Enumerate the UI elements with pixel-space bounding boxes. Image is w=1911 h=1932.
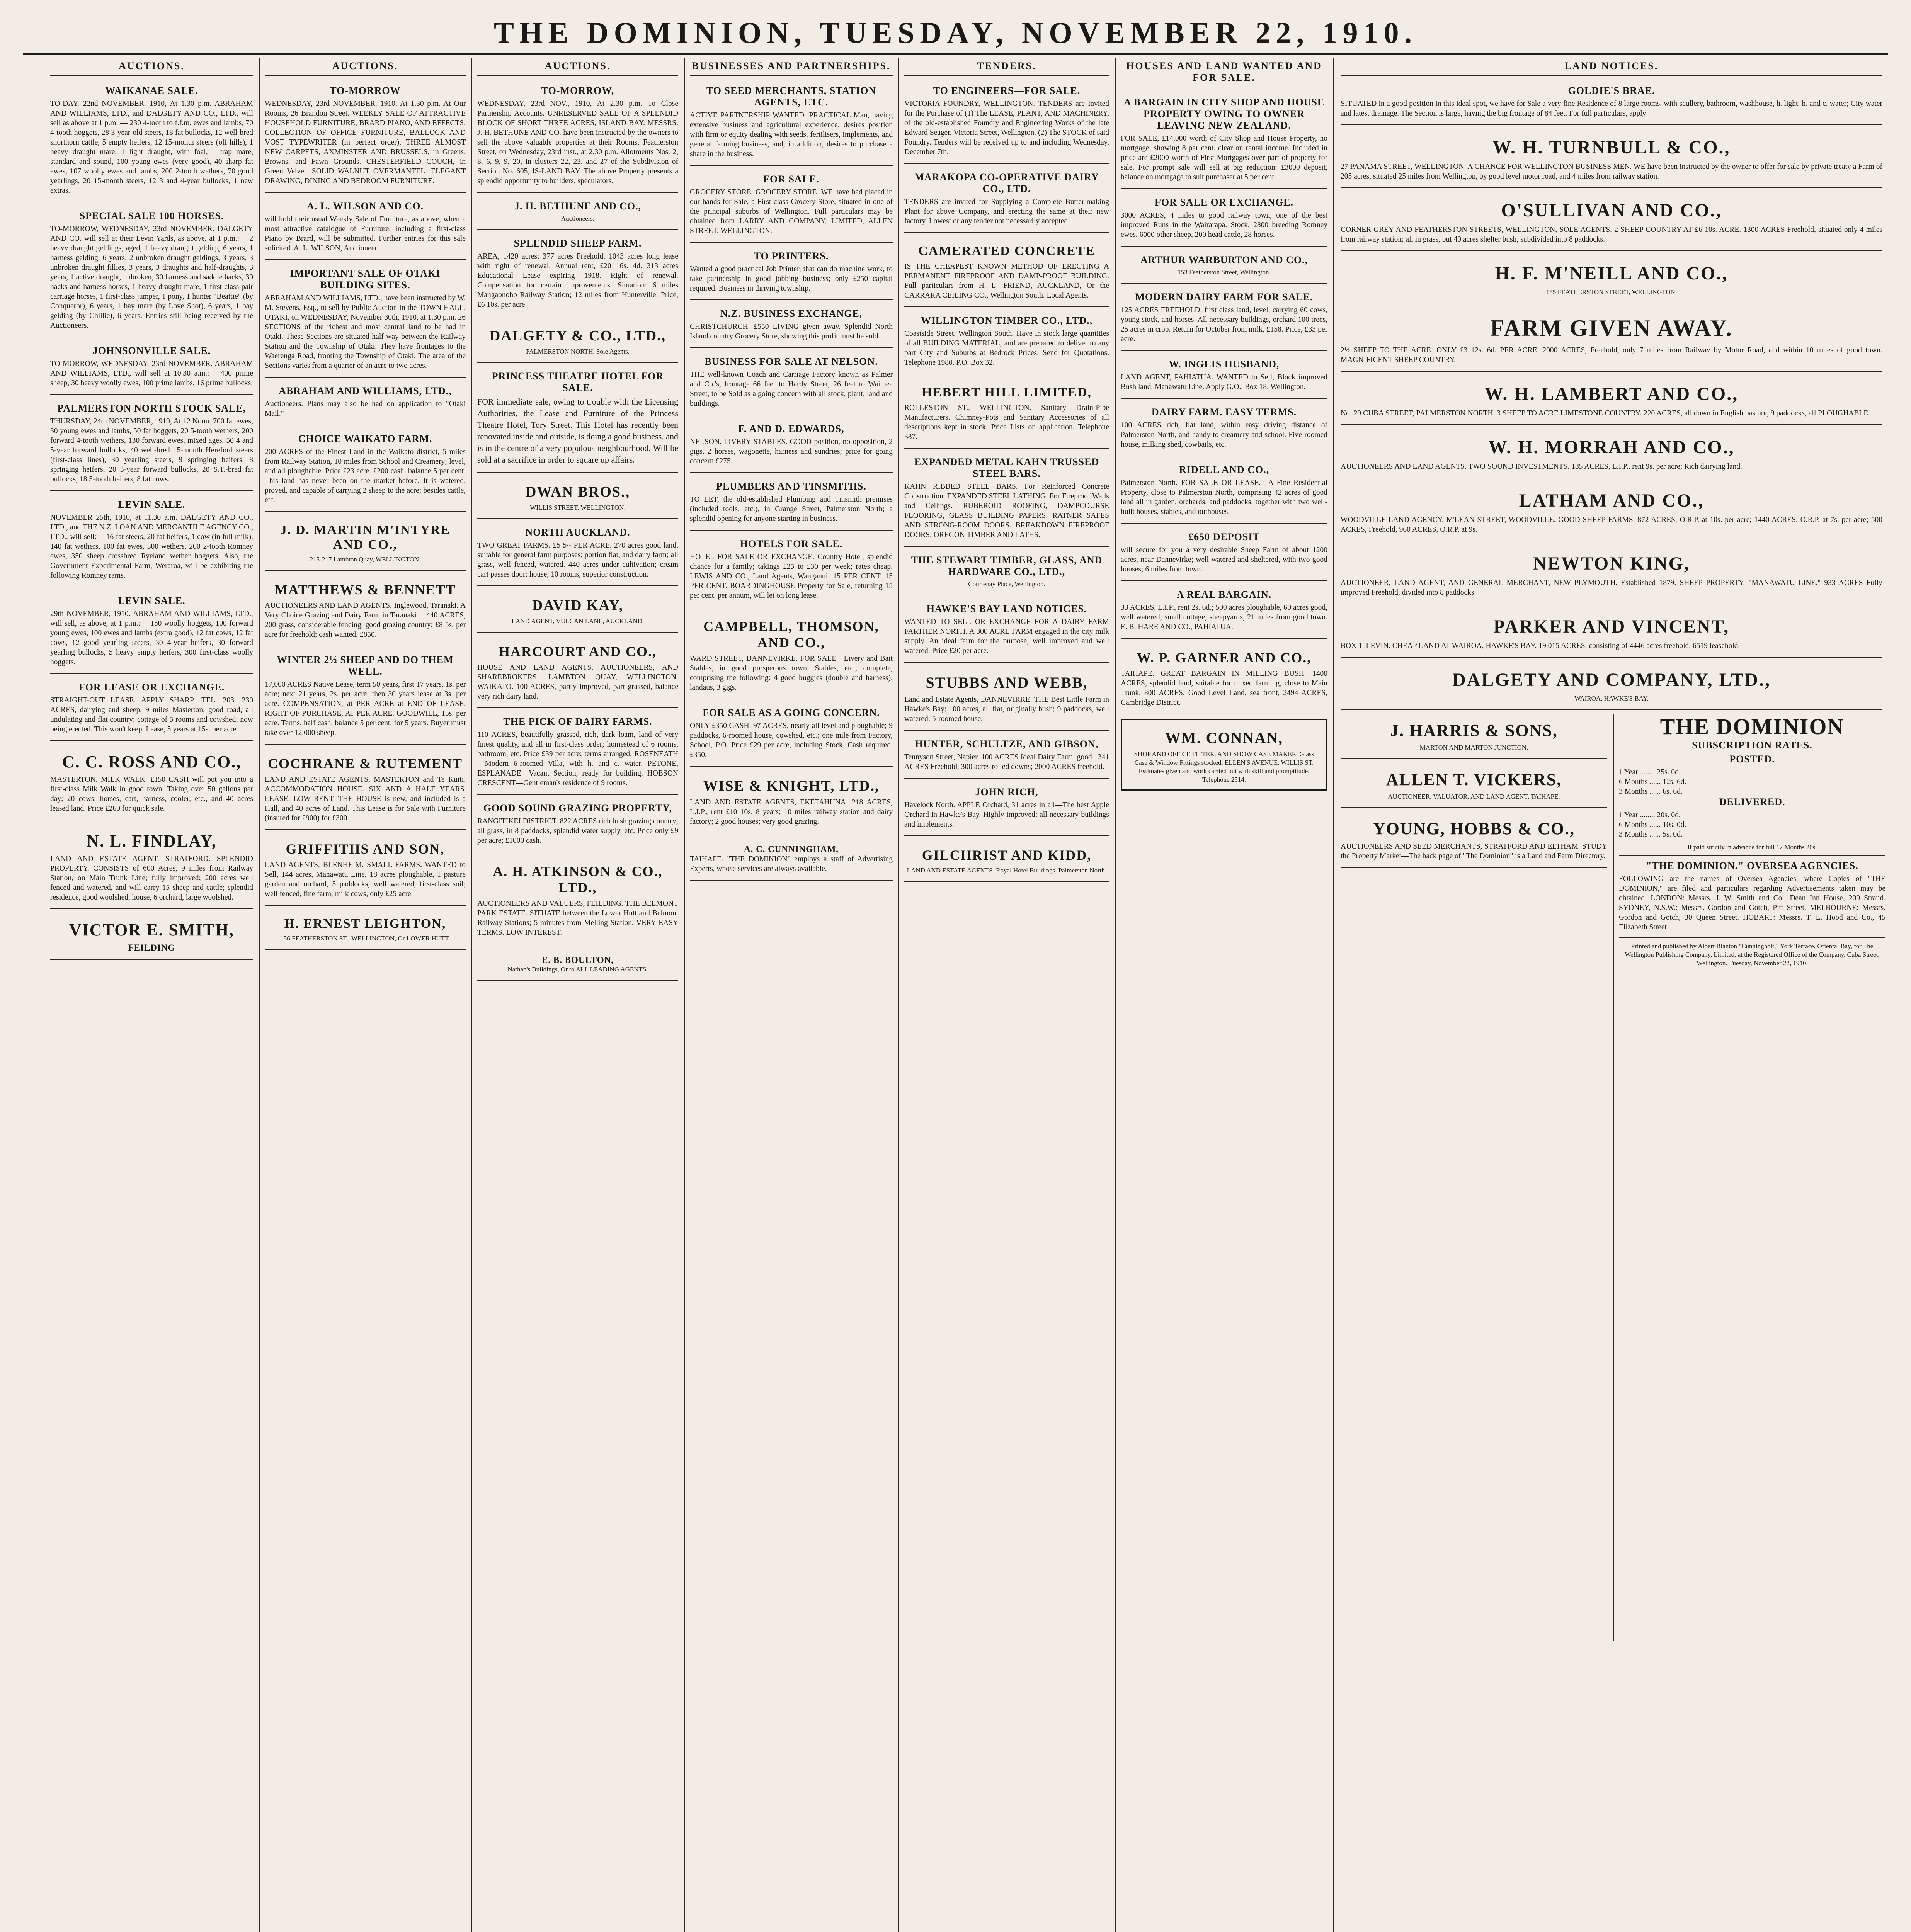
dominion-title: THE DOMINION <box>1660 714 1845 739</box>
ad-body: AUCTIONEERS AND LAND AGENTS, Inglewood, Taranaki. A Very Choice Grazing and Dairy Farm in Taranaki— 440 ACRES, 200 grass, considerable fencing, good grazing country; £8 5s. per acre for freehold; cash wanted, £850. <box>265 602 466 639</box>
ad-ridell <box>1121 460 1327 524</box>
ad-princess-theatre-hotel <box>477 367 678 473</box>
ad-bethune <box>477 197 678 230</box>
ad-body: will secure for you a very desirable Sheep Farm of about 1200 acres, near Dannevirke; well watered and sheltered, with two good houses; 6 miles from town. <box>1121 546 1327 573</box>
imprint: Printed and published by Albert Blanton "Cunningholt," York Terrace, Oriental Bay, for The Wellington Publishing Company, Limited, at the Registered Office of the Company, Cuba Street, Wellington. Tuesday, November 22, 1910. <box>1619 937 1885 968</box>
ad-body: LAND AND ESTATE AGENTS, MASTERTON and Te Kuiti. ACCOMMODATION HOUSE. SIX AND A HALF YEARS' LEASE. LOW RENT. THE HOUSE is new, and included is a Hall, and 40 acres of Land. This Lease is for Sale with Furniture (insured for £900) for £300. <box>265 776 466 822</box>
ad-body: AUCTIONEERS AND LAND AGENTS. TWO SOUND INVESTMENTS. 185 ACRES, L.I.P., rent 9s. per acre; Rich dairying land. <box>1341 463 1743 471</box>
ad-splendid-sheep-farm <box>477 234 678 316</box>
dominion-box <box>1619 714 1885 968</box>
ad-body: AUCTIONEERS AND VALUERS, FEILDING. THE BELMONT PARK ESTATE. SITUATE between the Lower Hutt and Belmont Railway Stations; 5 minutes from Melling Station. VERY EASY TERMS. LOW INTEREST. <box>477 900 678 937</box>
subscription-heading: SUBSCRIPTION RATES. <box>1692 740 1812 751</box>
ad-title: N.Z. BUSINESS EXCHANGE, <box>720 308 863 319</box>
ad-levin-sale <box>50 495 253 587</box>
ad-body: MARTON AND MARTON JUNCTION. <box>1419 744 1528 751</box>
advertiser-name: PARKER AND VINCENT, <box>1493 616 1730 637</box>
ad-victoria-foundry <box>904 81 1109 164</box>
ad-body: ACTIVE PARTNERSHIP WANTED. PRACTICAL Man, having extensive business and agricultural experience, desires position with firm or equity dealing with seeds, fertilisers, implements, and general farming business, and, in addition, desires to purchase a share in the business. <box>690 111 893 158</box>
ad-title: PALMERSTON NORTH STOCK SALE, <box>57 403 246 414</box>
ad-title: TO SEED MERCHANTS, STATION AGENTS, ETC. <box>706 85 876 108</box>
advertiser-name: COCHRANE & RUTEMENT <box>267 756 463 771</box>
ad-body: CHRISTCHURCH. £550 LIVING given away. Splendid North Island country Grocery Store, showing this profit must be sold. <box>690 323 893 340</box>
ad-body: FEILDING <box>128 943 175 952</box>
ad-body: TWO GREAT FARMS. £5 5/- PER ACRE. 270 acres good land, suitable for general farm purposes; portion flat, and dairy farm; all grass, well fenced, watered. 440 acres under cultivation; cream cart passes door; house, 10 rooms, superior construction. <box>477 541 678 578</box>
column-heading: AUCTIONS. <box>265 58 466 76</box>
ad-harcourt <box>477 636 678 708</box>
ad-body: CORNER GREY AND FEATHERSTON STREETS, WELLINGTON, SOLE AGENTS. 2 SHEEP COUNTRY AT £6 10s. ACRE. 1300 ACRES Freehold, situated only 4 miles from railway station; all in grass, but 40 acres shelter bush, subdivided into 8 paddocks. <box>1341 226 1882 243</box>
ad-turnbull <box>1341 129 1882 188</box>
ad-body: 17,000 ACRES Native Lease, term 50 years, first 17 years, 1s. per acre; next 21 years, 2s. per acre; then 30 years lease at 3s. per acre. COMPENSATION, at PER ACRE at END OF LEASE. RIGHT OF PURCHASE, AT PER ACRE. GOODWILL, 15s. per acre. Terms, half cash, balance 5 per cent. for 5 years. Buyer must take over 12,000 sheep. <box>265 680 466 737</box>
column-auctions-3 <box>473 58 682 1932</box>
lower-left <box>1341 714 1607 872</box>
ad-body: will hold their usual Weekly Sale of Furniture, as above, when a most attractive catalogue of Furniture, including a first-class Piano by Brard, will be submitted. Further entries for this sale solicited. A. L. WILSON, Auctioneer. <box>265 215 466 252</box>
advertiser-name: MATTHEWS & BENNETT <box>274 582 456 597</box>
ad-body: 3000 ACRES, 4 miles to good railway town, one of the best improved Runs in the Wairarapa. Stock, 2800 breeding Romney ewes, 6000 other sheep, 200 head cattle, 28 horses. <box>1121 211 1327 239</box>
column-heading: BUSINESSES AND PARTNERSHIPS. <box>690 58 893 76</box>
ad-title: JOHNSONVILLE SALE. <box>92 345 211 356</box>
ad-body: IS THE CHEAPEST KNOWN METHOD OF ERECTING A PERMANENT FIREPROOF AND DAMP-PROOF BUILDING. Full particulars from H. L. FRIEND, AUCKLAND, Or the CARRARA CEILING CO., Wellington South. Local Agents. <box>904 262 1109 299</box>
rate-row: 6 Months ...... 10s. 0d. <box>1619 821 1686 829</box>
ad-choice-waikato-farm <box>265 429 466 512</box>
ad-body: 27 PANAMA STREET, WELLINGTON. A CHANCE FOR WELLINGTON BUSINESS MEN. WE have been instructed by the owner to offer for sale by private treaty a Farm of 205 acres, situated 25 miles from Wellington, by good level motor road, and 4 miles from railway station. <box>1341 163 1882 180</box>
ad-title: THE PICK OF DAIRY FARMS. <box>503 716 652 727</box>
column-heading: LAND NOTICES. <box>1341 58 1882 76</box>
ad-marakopa-dairy <box>904 168 1109 233</box>
ad-title: GOLDIE'S BRAE. <box>1568 85 1655 96</box>
advertiser-name: GRIFFITHS AND SON, <box>286 841 445 857</box>
advertiser-name: HEBERT HILL LIMITED, <box>922 385 1092 400</box>
ad-body: AREA, 1420 acres; 377 acres Freehold, 1043 acres long lease with right of renewal. Annual rent, £20 16s. 4d. 313 acres Educational Lease expiring 1918. Right of renewal. Compensation for certain improvements. Situation: 6 miles Mangaonoho Railway Station; 12 miles from Hunterville. Price, £6 10s. per acre. <box>477 252 678 309</box>
ad-title: MARAKOPA CO-OPERATIVE DAIRY CO., LTD. <box>914 172 1099 194</box>
ad-david-kay <box>477 590 678 633</box>
ad-grazing-property <box>477 799 678 852</box>
advertiser-name: A. C. CUNNINGHAM, <box>744 844 839 854</box>
column-houses-land <box>1117 58 1331 1932</box>
ad-title: TO ENGINEERS—FOR SALE. <box>933 85 1081 96</box>
ad-john-rich <box>904 782 1109 836</box>
ad-dalgety-wairoa <box>1341 662 1882 710</box>
advertiser-name: A. H. ATKINSON & CO., LTD., <box>493 864 663 895</box>
ad-camerated-concrete <box>904 237 1109 307</box>
ad-title: GOOD SOUND GRAZING PROPERTY, <box>483 803 672 814</box>
ad-title: SPECIAL SALE 100 HORSES. <box>79 210 224 221</box>
ad-warburton <box>1121 250 1327 284</box>
ad-levin-sale-2 <box>50 591 253 674</box>
ad-atkinson <box>477 856 678 944</box>
column-heading: AUCTIONS. <box>50 58 253 76</box>
ad-abraham-williams <box>265 381 466 425</box>
ad-body: STRAIGHT-OUT LEASE. APPLY SHARP—TEL. 203. 230 ACRES, dairying and sheep, 9 miles Masterton, good road, all undulating and flat country; cottage of 5 rooms and cowshed; now being erected. This won't keep. Lease, 5 years at 15s. per acre. <box>50 696 253 733</box>
ad-city-shop <box>1121 93 1327 189</box>
masthead-rule <box>23 53 1888 55</box>
advertiser-name: LATHAM AND CO., <box>1519 490 1704 511</box>
ad-hawkes-bay-notices <box>904 599 1109 663</box>
ad-title: FOR LEASE OR EXCHANGE. <box>78 682 225 693</box>
ad-hotels <box>690 534 893 607</box>
advertiser-name: H. ERNEST LEIGHTON, <box>284 917 446 931</box>
posted-heading: POSTED. <box>1729 753 1775 765</box>
advertiser-name: VICTOR E. SMITH, <box>69 920 235 939</box>
ad-body: 153 Featherston Street, Wellington. <box>1178 269 1271 276</box>
ad-body: RANGITIKEI DISTRICT. 822 ACRES rich bush grazing country; all grass, in 8 paddocks, splendid water supply, etc. Price only £9 per acre; £1000 cash. <box>477 817 678 845</box>
ad-vickers <box>1341 763 1607 808</box>
ad-body: 155 FEATHERSTON STREET, WELLINGTON. <box>1546 288 1677 296</box>
ad-title: LEVIN SALE. <box>118 595 185 606</box>
ad-expanded-metal <box>904 452 1109 547</box>
ad-body: WOODVILLE LAND AGENCY, M'LEAN STREET, WOODVILLE. GOOD SHEEP FARMS. 872 ACRES, O.R.P. at 10s. per acre; 1440 ACRES, O.R.P. at 7s. per acre; 500 ACRES, Freehold, 960 ACRES, O.R.P. at 9s. <box>1341 516 1882 534</box>
ad-body: ONLY £350 CASH. 97 ACRES, nearly all level and ploughable; 9 paddocks, 6-roomed house, cowshed, etc.; one mile from Factory, School, P.O. Price £29 per acre, including Stock. Cash required, £350. <box>690 722 893 759</box>
ad-body: 29th NOVEMBER, 1910. ABRAHAM AND WILLIAMS, LTD., will sell, as above, at 1 p.m.:— 150 woolly hoggets, 100 forward young ewes, 100 ewes and lambs (extra good), 12 fat cows, 12 fat cows, 12 good yearling steers, 30 4-year heifers, 30 forward yearling bullocks, 5 heavy empty heifers, 300 first-class woolly hoggets. <box>50 610 253 666</box>
ad-title: ABRAHAM AND WILLIAMS, LTD., <box>279 385 452 396</box>
ad-title: TO PRINTERS. <box>754 250 829 262</box>
ad-osullivan <box>1341 192 1882 251</box>
ad-title: IMPORTANT SALE OF OTAKI BUILDING SITES. <box>290 268 441 291</box>
ad-body: NOVEMBER 25th, 1910, at 11.30 a.m. DALGETY AND CO., LTD., and THE N.Z. LOAN AND MERCANTILE AGENCY CO., LTD., will sell:— 16 fat steers, 20 fat heifers, 1 cow (in full milk), 140 fat wethers, 100 fat ewes, 300 wethers, 200 2-tooth Romney ewes, 350 sheep crossbred Ryeland wether hoggets. Also, the Government Experimental Farm, Weraroa, will be exhibiting the following Romney rams. <box>50 514 253 580</box>
ad-winter-sheep <box>265 650 466 745</box>
advertiser-name: WM. CONNAN, <box>1165 729 1283 747</box>
ad-stubbs-webb <box>904 667 1109 731</box>
ad-body: 33 ACRES, L.I.P., rent 2s. 6d.; 500 acres ploughable, 60 acres good, well watered; small cottage, sheepyards, 21 miles from good town. E. B. HARE AND CO., PAHIATUA. <box>1121 604 1327 631</box>
ad-title: PRINCESS THEATRE HOTEL FOR SALE. <box>492 371 664 393</box>
ad-modern-dairy-farm <box>1121 287 1327 351</box>
ad-title: PLUMBERS AND TINSMITHS. <box>716 481 866 492</box>
advertiser-name: W. H. TURNBULL & CO., <box>1492 137 1731 158</box>
ad-body: TO-MORROW, WEDNESDAY, 23rd NOVEMBER. DALGETY AND CO. will sell at their Levin Yards, as above, at 1 p.m.:— 2 heavy draught geldings, aged, 1 heavy draught gelding, 6 years, 1 harness gelding, 6 years, 2 unbroken draught geldings, 3 years, 3 unbroken draught fillies, 3 years, 3 draughts and half-draughts, 3 years, 1 active draught, unbroken, 30 harness and saddle hacks, 30 hacks and harness horses, 1 heavy draught mare, 1 first-class pair carriage horses, 1 first-class jumper, 1 pony, 1 hunter "Beattie" (by Conqueror), 6 years, 1 bay mare (by Love Shot), 6 years, 1 bay gelding (by Chillie), 6 years. Entries still being received by the Auctioneers. <box>50 225 253 330</box>
column-rule <box>684 58 685 1932</box>
ad-title: SPLENDID SHEEP FARM. <box>514 238 642 249</box>
ad-dairy-farm-easy-terms <box>1121 403 1327 456</box>
ad-palmerston-north-stock-sale <box>50 399 253 491</box>
ad-body: AUCTIONEERS AND SEED MERCHANTS, STRATFORD AND ELTHAM. STUDY the Property Market—The back page of "The Dominion" is a Land and Farm Directory. <box>1341 842 1607 860</box>
ad-young-hobbs <box>1341 812 1607 868</box>
ad-garner <box>1121 643 1327 714</box>
ad-body: 200 ACRES of the Finest Land in the Waikato district, 5 miles from Railway Station, 10 miles from School and Creamery; level, and all ploughable. Price £23 acre. £200 cash, balance 5 per cent. This land has never been on the market before. It is watered, proved, and capable of carrying 2 sheep to the acre; besides cattle, etc. <box>265 448 466 504</box>
ad-johnsonville-sale <box>50 341 253 395</box>
ad-mneill <box>1341 255 1882 303</box>
ad-body: SITUATED in a good position in this ideal spot, we have for Sale a very fine Residence of 8 large rooms, with scullery, bathroom, washhouse, h. light, h. and c. water; City water and latest drainage. The Section is large, having the big frontage of 84 feet. For full particulars, apply— <box>1341 100 1882 117</box>
advertiser-name: DWAN BROS., <box>525 484 630 500</box>
ad-lambert <box>1341 376 1882 425</box>
ad-seed-merchants <box>690 81 893 166</box>
rate-row: 3 Months ...... 5s. 0d. <box>1619 830 1683 838</box>
ad-edwards <box>690 419 893 473</box>
ad-body: WEDNESDAY, 23rd NOV., 1910, At 2.30 p.m. To Close Partnership Accounts. UNRESERVED SALE OF A SPLENDID BLOCK OF SHORT THREE ACRES, ISLAND BAY. MESSRS. J. H. BETHUNE AND CO. have been instructed by the owners to sell the above valuable properties at their Rooms, Featherston Street, on Wednesday, 23rd inst., at 2.30 p.m. Allotments Nos. 2, 8, 6, 9, 9, 20, in clusters 22, 23, and 27 of the Subdivision of Section No. 605, IS-LAND BAY. The above Property presents a splendid opportunity to builders, speculators. <box>477 100 678 185</box>
ad-body: 215-217 Lambton Quay, WELLINGTON. <box>310 556 421 563</box>
ad-body: 100 ACRES rich, flat land, within easy driving distance of Palmerston North, and handy to creamery and school. Five-roomed house, milking shed, cowbails, etc. <box>1121 421 1327 449</box>
ad-title: LEVIN SALE. <box>118 499 185 510</box>
ad-hebert-hill <box>904 378 1109 449</box>
ad-body: AUCTIONEER, VALUATOR, AND LAND AGENT, TAIHAPE. <box>1388 793 1560 800</box>
column-heading: HOUSES AND LAND WANTED AND FOR SALE. <box>1121 58 1327 87</box>
advertiser-name: YOUNG, HOBBS & CO., <box>1373 819 1575 838</box>
column-heading: AUCTIONS. <box>477 58 678 76</box>
ad-body: Auctioneers. Plans may also be had on application to "Otaki Mail." <box>265 400 466 418</box>
ad-body: THURSDAY, 24th NOVEMBER, 1910, At 12 Noon. 700 fat ewes, 30 young ewes and lambs, 50 fat hoggets, 20 5-tooth wethers, 200 forward 4-tooth wethers, 130 forward ewes, mixed ages, 50 4 and 5-year forward bullocks, 40 well-bred 15-month Hereford steers (first-class lines), 30 yearling steers, 9 springing heifers, 8 springing heifers, 20 3-year forward bullocks, 20 S.T.-bred fat bullocks, 18 5-tooth heifers, 8 fat cows. <box>50 417 253 483</box>
ad-body: GROCERY STORE. GROCERY STORE. WE have had placed in our hands for Sale, a First-class Grocery Store, situated in one of the principal suburbs of Wellington. Full particulars may be obtained from LARRY AND COMPANY, LIMITED, ALLEN STREET, WELLINGTON. <box>690 188 893 235</box>
ad-title: WILLINGTON TIMBER CO., LTD., <box>921 315 1093 326</box>
ad-wilson <box>265 197 466 260</box>
ad-body: 125 ACRES FREEHOLD, first class land, level, carrying 60 cows, young stock, and horses. All necessary buildings, orchard 100 trees, 25 acres in crop. Return for October from milk, £158. Price, £33 per acre. <box>1121 306 1327 343</box>
ad-body: TO LET, the old-established Plumbing and Tinsmith premises (included tools, etc.), in Grange Street, Palmerston North; a splendid opening for anyone starting in business. <box>690 495 893 523</box>
ad-grocery-store <box>690 170 893 243</box>
ad-sale-or-exchange <box>1121 193 1327 247</box>
ad-body: Havelock North. APPLE Orchard, 31 acres in all—The best Apple Orchard in Hawke's Bay. Highly improved; all necessary buildings and implements. <box>904 801 1109 828</box>
ad-title: F. AND D. EDWARDS, <box>738 423 844 434</box>
ad-title: WAIKANAE SALE. <box>105 85 198 96</box>
ad-body: Tennyson Street, Napier. 100 ACRES Ideal Dairy Farm, good 1341 ACRES Freehold, 300 acres rolled downs; 2000 ACRES freehold. <box>904 753 1109 771</box>
agencies-heading: "THE DOMINION." OVERSEA AGENCIES. <box>1619 855 1885 872</box>
ad-timber-co <box>904 311 1109 374</box>
advertiser-name: J. D. MARTIN M'INTYRE AND CO., <box>280 523 451 552</box>
column-rule <box>898 58 899 1932</box>
ad-headline: FARM GIVEN AWAY. <box>1490 315 1733 341</box>
ad-body: WILLIS STREET, WELLINGTON. <box>530 504 626 511</box>
ad-farm-given-away <box>1341 307 1882 372</box>
ad-wise-knight <box>690 770 893 833</box>
ad-body: TAIHAPE. "THE DOMINION" employs a staff of Advertising Experts, whose services are always available. <box>690 855 893 873</box>
ad-latham <box>1341 482 1882 541</box>
column-rule <box>1613 714 1614 1641</box>
ad-campbell-thomson <box>690 611 893 699</box>
ad-morrah <box>1341 429 1882 478</box>
ad-real-bargain <box>1121 585 1327 639</box>
ad-title: W. INGLIS HUSBAND, <box>1169 359 1280 370</box>
ad-title: BUSINESS FOR SALE AT NELSON. <box>705 356 878 367</box>
agencies-body: FOLLOWING are the names of Oversea Agencies, where Copies of "THE DOMINION," are filed and particulars regarding Advertisements taken may be obtained. LONDON: Messrs. J. W. Smith and Co., Dean Inn House, 209 Strand. SYDNEY, N.S.W.: Messrs. Gordon and Gotch, Pitt Street. MELBOURNE: Messrs. Gordon and Gotch, 30 Queen Street. HOBART: Messrs. T. L. Hood and Co., 45 Elizabeth Street. <box>1619 875 1885 931</box>
column-rule <box>471 58 472 1932</box>
ad-body: LAND AND ESTATE AGENTS. Royal Hotel Buildings, Palmerston North. <box>907 867 1107 874</box>
ad-to-printers <box>690 247 893 300</box>
ad-title: TO-MORROW <box>330 85 401 96</box>
ad-north-auckland <box>477 523 678 586</box>
ad-waikanae-sale <box>50 81 253 202</box>
column-auctions-1 <box>46 58 257 1932</box>
ad-title: TO-MORROW, <box>541 85 614 96</box>
ad-title: FOR SALE AS A GOING CONCERN. <box>703 707 880 718</box>
ad-body: LAND AND ESTATE AGENTS, EKETAHUNA. 218 ACRES, L.I.P., rent £10 10s. 8 years; 10 miles railway station and dairy factory; 2 good houses; very good grazing. <box>690 798 893 826</box>
ad-body: TO-MORROW, WEDNESDAY, 23rd NOVEMBER. ABRAHAM AND WILLIAMS, LTD., will sell at 10.30 a.m.:— 400 prime sheep, 30 heavy woolly ewes, 100 prime lambs, 16 prime bullocks. <box>50 360 253 387</box>
ad-body: Wanted a good practical Job Printer, that can do machine work, to take partnership in good jobbing business; only £250 capital required. Business in thriving township. <box>690 265 893 293</box>
advertiser-name: HARCOURT AND CO., <box>499 644 657 659</box>
advertiser-name: WISE & KNIGHT, LTD., <box>703 778 880 794</box>
advertiser-name: H. F. M'NEILL AND CO., <box>1495 263 1728 284</box>
ad-body: Palmerston North. FOR SALE OR LEASE.—A Fine Residential Property, close to Palmerston North, comprising 42 acres of good land all in garden, orchards, and paddocks, together with two well-built houses, stables, and outhouses. <box>1121 479 1327 516</box>
ad-gilchrist-kidd <box>904 840 1109 882</box>
ad-nelson-business <box>690 352 893 415</box>
ad-body: WARD STREET, DANNEVIRKE. FOR SALE—Livery and Bait Stables, in good prosperous town. Stables, etc., complete, comprising the following: 4 good buggies (double and harness), landaus, 3 gigs. <box>690 655 893 692</box>
ad-stewart-timber <box>904 551 1109 595</box>
ad-body: WANTED TO SELL OR EXCHANGE FOR A DAIRY FARM FARTHER NORTH. A 300 ACRE FARM engaged in the city milk supply. An ideal farm for the purpose; well improved and well watered. Price £20 per acre. <box>904 618 1109 655</box>
lower-split <box>1341 714 1885 1641</box>
ad-weekly-sale <box>265 81 466 193</box>
ad-going-concern <box>690 703 893 767</box>
advance-note: If paid strictly in advance for full 12 Months 20s. <box>1687 844 1817 851</box>
column-tenders <box>900 58 1113 1932</box>
column-rule <box>1115 58 1116 1932</box>
ad-body: BOX 1, LEVIN. CHEAP LAND AT WAIROA, HAWKE'S BAY. 19,015 ACRES, consisting of 4446 acres freehold, 6519 leasehold. <box>1341 642 1740 650</box>
ad-title: JOHN RICH, <box>975 786 1038 798</box>
advertiser-name: N. L. FINDLAY, <box>87 832 217 850</box>
ad-body: PALMERSTON NORTH. Sole Agents. <box>526 348 630 355</box>
ad-body: NELSON. LIVERY STABLES. GOOD position, no opposition, 2 gigs, 2 horses, wagonette, harness and sundries; price for going concern £275. <box>690 438 893 465</box>
ad-griffiths-son <box>265 834 466 906</box>
ad-island-bay <box>477 81 678 193</box>
column-auctions-2 <box>261 58 470 1932</box>
ad-cochrane-rutement <box>265 748 466 830</box>
ad-special-sale-horses <box>50 206 253 337</box>
ad-title: HAWKE'S BAY LAND NOTICES. <box>926 603 1087 614</box>
ad-body: No. 29 CUBA STREET, PALMERSTON NORTH. 3 SHEEP TO ACRE LIMESTONE COUNTRY. 220 ACRES, all down in English pasture, 9 paddocks, all PLOUGHABLE. <box>1341 409 1870 417</box>
ad-body: Courtenay Place, Wellington. <box>968 580 1045 588</box>
ad-title: THE STEWART TIMBER, GLASS, AND HARDWARE CO., LTD., <box>911 554 1103 577</box>
advertiser-name: NEWTON KING, <box>1533 553 1690 574</box>
column-businesses <box>686 58 897 1932</box>
rate-row: 6 Months ...... 12s. 6d. <box>1619 778 1686 786</box>
ad-title: £650 DEPOSIT <box>1188 531 1260 543</box>
ad-boulton <box>477 948 678 981</box>
ad-title: HOTELS FOR SALE. <box>740 538 843 549</box>
ad-cunningham <box>690 837 893 881</box>
ad-body: TENDERS are invited for Supplying a Complete Butter-making Plant for above Company, and erecting the same at their new factory. Lowest or any tender not necessarily accepted. <box>904 198 1109 225</box>
ad-body: LAND AND ESTATE AGENT, STRATFORD. SPLENDID PROPERTY. CONSISTS of 600 Acres, 9 miles from Railway Station, on Main Trunk Line; fully improved; 200 acres well fenced and watered, and will carry 15 sheep and cattle; splendid residence, good woolshed, house, 6 orchard, large woolshed. <box>50 855 253 901</box>
ad-body: FOR SALE, £14,000 worth of City Shop and House Property, no mortgage, showing 8 per cent. clear on rental income. Included in price are £2000 worth of First Mortgages over part of property for sale. For prompt sale will sell at big reduction: £3000 deposit, balance on mortgage to suit purchaser at 5 per cent. <box>1121 134 1327 181</box>
advertiser-name: J. HARRIS & SONS, <box>1390 721 1558 740</box>
advertiser-name: STUBBS AND WEBB, <box>926 674 1088 691</box>
ad-title: DAIRY FARM. EASY TERMS. <box>1151 406 1297 418</box>
ad-connan <box>1121 719 1327 791</box>
ad-ross-and-co <box>50 745 253 820</box>
ad-title: NORTH AUCKLAND. <box>525 527 630 538</box>
ad-body: WEDNESDAY, 23rd NOVEMBER, 1910, At 1.30 p.m. At Our Rooms, 26 Brandon Street. WEEKLY SALE OF ATTRACTIVE HOUSEHOLD FURNITURE, BRARD PIANO, AND EFFECTS. COLLECTION OF OFFICE FURNITURE, BALLOCK AND VOST TYPEWRITER (in perfect order), THREE ALMOST NEW CARPETS, AXMINSTER AND BRUSSELS, in Greens, Browns, and Fawn Grounds. CHESTERFIELD COUCH, in Green Velvet. SOLID WALNUT OVERMANTEL. ELEGANT DRAWING, DINING AND BEDROOM FURNITURE. <box>265 100 466 185</box>
ad-body: VICTORIA FOUNDRY, WELLINGTON. TENDERS are invited for the Purchase of (1) The LEASE, PLANT, AND MACHINERY, of the old-established Foundry and Engineering Works of the late Edward Seager, Victoria Street, Wellington. (2) The STOCK of said Foundry. Tenders will be received up to and including Wednesday, December 7th. <box>904 100 1109 156</box>
ad-otaki-building-sites <box>265 264 466 378</box>
ad-business-exchange <box>690 304 893 348</box>
ad-pick-of-dairy-farms <box>477 712 678 795</box>
ad-body: TAIHAPE. GREAT BARGAIN IN MILLING BUSH. 1400 ACRES, splendid land, suitable for mixed farming, close to Main Trunk. 800 ACRES, Good Level Land, sea front, 2494 ACRES, Cambridge District. <box>1121 670 1327 707</box>
ad-650-deposit <box>1121 527 1327 581</box>
ad-body: HOTEL FOR SALE OR EXCHANGE. Country Hotel, splendid chance for a family; takings £25 to £30 per week; rates cheap. LEWIS AND CO., Land Agents, Wanganui. 15 PER CENT. 15 PER CENT. BOARDINGHOUSE Property for Sale, returning 15 per cent. per annum, will let on long lease. <box>690 553 893 600</box>
column-land-notices <box>1335 58 1888 1932</box>
ad-body: 2½ SHEEP TO THE ACRE. ONLY £3 12s. 6d. PER ACRE. 2000 ACRES, Freehold, only 7 miles from Railway by Motor Road, and within 10 miles of good town. MAGNIFICENT SHEEP COUNTRY. <box>1341 346 1882 364</box>
ad-body: AUCTIONEER, LAND AGENT, AND GENERAL MERCHANT, NEW PLYMOUTH. Established 1879. SHEEP PROPERTY, "MANAWATU LINE." 933 ACRES Fully improved Freehold, divided into 8 paddocks. <box>1341 579 1882 597</box>
ad-title: A REAL BARGAIN. <box>1176 589 1272 600</box>
ad-body: LAND AGENT, VULCAN LANE, AUCKLAND. <box>511 617 644 625</box>
ad-title: A BARGAIN IN CITY SHOP AND HOUSE PROPERTY OWING TO OWNER LEAVING NEW ZEALAND. <box>1123 97 1325 131</box>
ad-lease-or-exchange <box>50 678 253 741</box>
ad-plumbers <box>690 477 893 531</box>
ad-body: Auctioneers. <box>561 215 595 222</box>
rate-row: 3 Months ...... 6s. 6d. <box>1619 787 1683 796</box>
ad-leighton <box>265 910 466 950</box>
ad-body: HOUSE AND LAND AGENTS, AUCTIONEERS, AND SHAREBROKERS, LAMBTON QUAY, WELLINGTON. WAIKATO. 100 ACRES, partly improved, part grassed, balance very rich dairy land. <box>477 663 678 701</box>
ad-dwan-bros <box>477 476 678 519</box>
ad-body: KAHN RIBBED STEEL BARS. For Reinforced Concrete Construction. EXPANDED STEEL LATHING. For Fireproof Walls and Ceilings. RUBEROID ROOFING, DAMPCOURSE FLOORING, GLASS BUILDING PAPERS. RATNER SAFES AND STRONG-ROOM DOORS. BREAKDOWN FIREPROOF DOORS, OREGON TIMBER AND LATHS. <box>904 483 1109 539</box>
ad-body: Nathan's Buildings, Or to ALL LEADING AGENTS. <box>507 966 648 973</box>
rate-row: 1 Year ........ 20s. 0d. <box>1619 811 1681 819</box>
ad-title: FOR SALE OR EXCHANGE. <box>1154 197 1294 208</box>
ad-hunter-schultze <box>904 735 1109 779</box>
advertiser-name: DAVID KAY, <box>532 597 624 614</box>
ad-body: LAND AGENTS, BLENHEIM. SMALL FARMS. WANTED to Sell, 144 acres, Manawatu Line, 18 acres ploughable, 1 pasture garden and orchard, 5 paddocks, well watered, first-class soil; well fenced, fine farm, milk cows, only £25 acre. <box>265 861 466 898</box>
advertiser-name: GILCHRIST AND KIDD, <box>922 847 1092 863</box>
ad-findlay <box>50 824 253 909</box>
ad-title: RIDELL AND CO., <box>1179 464 1269 475</box>
ad-body: TO-DAY. 22nd NOVEMBER, 1910, At 1.30 p.m. ABRAHAM AND WILLIAMS, LTD., and DALGETY AND CO., LTD., will sell as above at 1 p.m.:— 230 4-tooth to f.f.m. ewes and lambs, 70 4-tooth hoggets, 28 3-year-old steers, 18 fat bullocks, 12 well-bred shorthorn cattle, 5 empty heifers, 12 15-month steers (off hills), 1 heavy draught mare, 1 light draught, with foal, 1 trap mare, standard and sound, 100 young ewes (very good), 40 sharp fat ewes, 107 woolly ewes and lambs, 200 2-tooth wethers, 70 good yearlings, 20 15-month steers, 12 3 and 4-year bullocks, 1 new extras. <box>50 100 253 195</box>
advertiser-name: E. B. BOULTON, <box>542 955 614 965</box>
ad-title: A. L. WILSON AND CO. <box>307 201 424 212</box>
ad-body: Land and Estate Agents, DANNEVIRKE. THE Best Little Farm in Hawke's Bay; 100 acres, all flat, originally bush; 9 paddocks, well watered; 5-roomed house. <box>904 696 1109 723</box>
ad-newton-king <box>1341 545 1882 604</box>
advertiser-name: O'SULLIVAN AND CO., <box>1501 200 1722 221</box>
advertiser-name: W. H. MORRAH AND CO., <box>1488 437 1735 457</box>
ad-martin-mintyre <box>265 516 466 571</box>
ad-dalgety <box>477 320 678 363</box>
column-rule <box>259 58 260 1932</box>
column-heading: TENDERS. <box>904 58 1109 76</box>
delivered-heading: DELIVERED. <box>1719 796 1785 808</box>
advertiser-name: ALLEN T. VICKERS, <box>1386 770 1562 789</box>
advertiser-name: C. C. ROSS AND CO., <box>62 752 242 771</box>
ad-body: 156 FEATHERSTON ST., WELLINGTON, Or LOWER HUTT. <box>280 935 450 942</box>
ad-title: FOR SALE. <box>763 173 819 185</box>
ad-goldies-brae <box>1341 81 1882 125</box>
ad-parker-vincent <box>1341 608 1882 658</box>
advertiser-name: DALGETY & CO., LTD., <box>489 328 666 344</box>
ad-body: THE well-known Coach and Carriage Factory known as Palmer and Co.'s, frontage 66 feet to Hardy Street, 26 feet to Waimea Street, to be Sold as a going concern with all stock, plant, land and buildings. <box>690 371 893 408</box>
ad-title: CHOICE WAIKATO FARM. <box>298 433 432 444</box>
masthead: THE DOMINION, TUESDAY, NOVEMBER 22, 1910. <box>493 16 1418 49</box>
ad-title: EXPANDED METAL KAHN TRUSSED STEEL BARS. <box>914 456 1099 479</box>
advertiser-name: W. P. GARNER AND CO., <box>1137 650 1312 665</box>
ad-body: WAIROA, HAWKE'S BAY. <box>1574 695 1649 702</box>
ad-title: J. H. BETHUNE AND CO., <box>514 201 642 212</box>
ad-victor-smith <box>50 913 253 960</box>
ad-body: ROLLESTON ST., WELLINGTON. Sanitary Drain-Pipe Manufacturers. Chimney-Pots and Sanitary Accessories of all descriptions kept in stock. Price Lists on application. Telephone 387. <box>904 404 1109 441</box>
ad-body: FOR immediate sale, owing to trouble with the Licensing Authorities, the Lease and Furniture of the Princess Theatre Hotel, Tory Street. This Hotel has recently been renovated inside and outside, is doing a good business, and is in the centre of a very populous neighbourhood. Will be sold at a sacrifice in order to square up affairs. <box>477 397 678 464</box>
ad-title: WINTER 2½ SHEEP AND DO THEM WELL. <box>277 654 454 677</box>
ad-title: HUNTER, SCHULTZE, AND GIBSON, <box>915 738 1099 750</box>
ad-inglis-husband <box>1121 355 1327 399</box>
ad-body: Coastside Street, Wellington South, Have in stock large quantities of all BUILDING MATERIAL, and are prepared to deliver to any part City and Suburbs at Bedrock Prices. Send for Quotations. Telephone 1980. P.O. Box 32. <box>904 330 1109 367</box>
ad-body: ABRAHAM AND WILLIAMS, LTD., have been instructed by W. M. Stevens, Esq., to sell by Public Auction in the TOWN HALL, OTAKI, on WEDNESDAY, November 30th, 1910, at 1.30 p.m. 26 SECTIONS of the richest and most central land to be had in Otaki. These Sections are situated half-way between the Railway Station and the Township of Otaki. They have frontages to the Waerenga Road, fronting the Township of Otaki. The area of the Sections varies from a quarter of an acre to two acres. <box>265 294 466 370</box>
ad-title: ARTHUR WARBURTON AND CO., <box>1140 254 1308 265</box>
column-rule <box>1333 58 1334 1932</box>
ad-title: MODERN DAIRY FARM FOR SALE. <box>1135 291 1313 303</box>
ad-body: 110 ACRES, beautifully grassed, rich, dark loam, land of very finest quality, and all in first-class order; homestead of 6 rooms, bathroom, etc. Price £39 per acre; terms arranged. ROSENEATH—Modern 6-roomed Villa, with h. and c. water. PETONE, ESPLANADE—Vacant Section, ready for building. HOBSON CRESCENT—Gentleman's residence of 9 rooms. <box>477 731 678 787</box>
ad-harris-sons <box>1341 714 1607 759</box>
advertiser-name: CAMPBELL, THOMSON, AND CO., <box>703 619 879 650</box>
ad-body: SHOP AND OFFICE FITTER, AND SHOW CASE MAKER, Glass Case & Window Fittings stocked. ELLEN'S AVENUE, WILLIS ST. Estimates given and work carried out with skill and promptitude. Telephone 2514. <box>1134 750 1314 783</box>
ad-body: LAND AGENT, PAHIATUA. WANTED to Sell, Block improved Bush land, Manawatu Line. Apply G.O., Box 18, Wellington. <box>1121 373 1327 391</box>
ad-body: MASTERTON. MILK WALK. £150 CASH will put you into a first-class Milk Walk in good town. Taking over 50 gallons per day; 20 cows, horses, cart, harness, cooler, etc., and 40 acres leased land. Price £260 for quick sale. <box>50 776 253 813</box>
advertiser-name: W. H. LAMBERT AND CO., <box>1484 384 1739 404</box>
ad-matthews-bennett <box>265 575 466 646</box>
advertiser-name: CAMERATED CONCRETE <box>918 244 1095 258</box>
rate-row: 1 Year ........ 25s. 0d. <box>1619 768 1681 776</box>
advertiser-name: DALGETY AND COMPANY, LTD., <box>1452 670 1771 690</box>
